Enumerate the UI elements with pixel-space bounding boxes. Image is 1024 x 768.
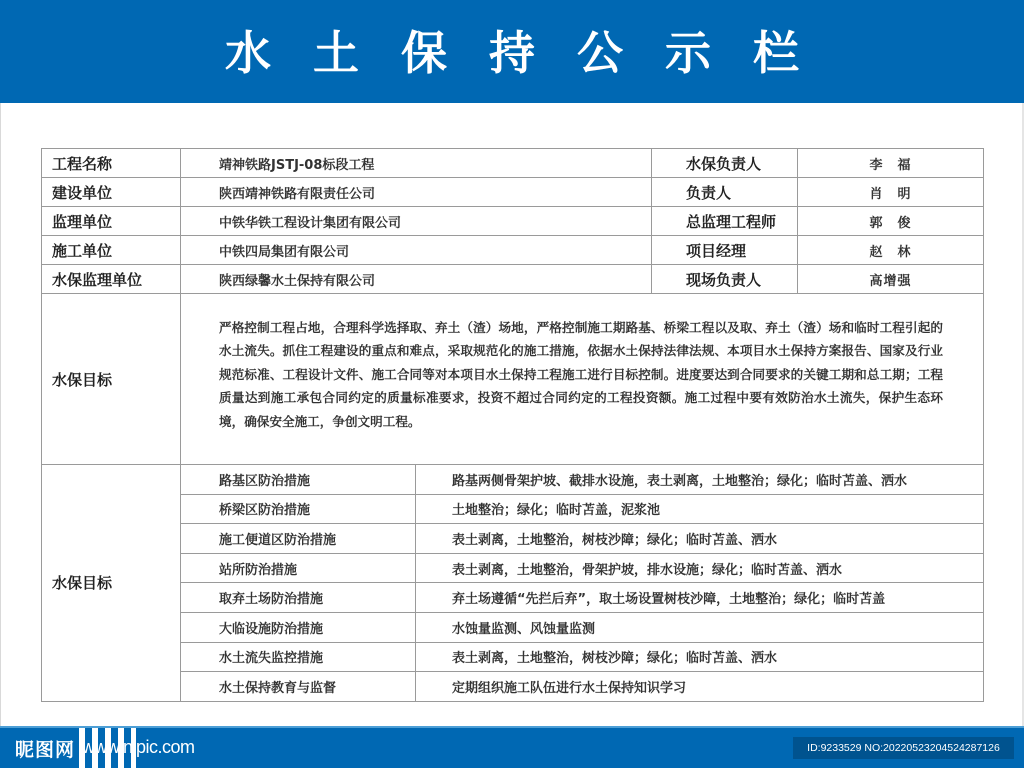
measure-desc: 水蚀量监测、风蚀量监测 [416,612,984,642]
measure-name: 水土保持教育与监督 [181,672,416,702]
image-id-badge: ID:9233529 NO:20220523204524287126 [793,737,1014,759]
label-role: 负责人 [652,178,798,207]
measure-name: 取弃土场防治措施 [181,583,416,613]
value-builder: 陕西靖神铁路有限责任公司 [181,178,652,207]
measure-name: 施工便道区防治措施 [181,524,416,554]
info-row-swc-supervisor [42,265,984,294]
measure-desc: 土地整治；绿化；临时苫盖，泥浆池 [416,494,984,524]
watermark-brand: 昵图网 [15,739,76,761]
measure-row [42,672,984,702]
value-swc-supervisor: 陕西绿馨水土保持有限公司 [181,265,652,294]
value-person: 李 福 [798,149,984,178]
measure-row [42,583,984,613]
frame-border-left [0,103,1,728]
measure-name: 桥梁区防治措施 [181,494,416,524]
measure-desc: 表土剥离，土地整治，树枝沙障；绿化；临时苫盖、洒水 [416,642,984,672]
measure-desc: 定期组织施工队伍进行水土保持知识学习 [416,672,984,702]
page-title: 水土保持公示栏 [225,25,841,80]
measure-desc: 弃土场遵循“先拦后弃”，取土场设置树枝沙障，土地整治；绿化；临时苫盖 [416,583,984,613]
goal-paragraph: 严格控制工程占地，合理科学选择取、弃土（渣）场地，严格控制施工期路基、桥梁工程以及取、弃土（渣）场和临时工程引起的水土流失。抓住工程建设的重点和难点，采取规范化的施工措施，依据水土保持法律法规、本项目水土保持方案报告、国家及行业规范标准、工程设计文件、施工合同等对本项目水土保持工程施工进行目标控制。进度要达到合同要求的关键工期和总工期；工程质量达到施工承包合同约定的质量标准要求，投资不超过合同约定的工程投资额。施工过程中要有效防治水土流失，保护生态环境，确保安全施工，争创文明工程。 [181,294,984,465]
label-role: 总监理工程师 [652,207,798,236]
value-contractor: 中铁四局集团有限公司 [181,236,652,265]
measure-row [42,612,984,642]
label-role: 现场负责人 [652,265,798,294]
watermark-url: www.nipic.com [82,737,195,757]
measure-row [42,465,984,495]
label-swc-supervisor: 水保监理单位 [42,265,181,294]
label-project-name: 工程名称 [42,149,181,178]
measure-name: 路基区防治措施 [181,465,416,495]
info-row-builder [42,178,984,207]
measure-name: 站所防治措施 [181,553,416,583]
value-supervisor: 中铁华铁工程设计集团有限公司 [181,207,652,236]
label-role: 水保负责人 [652,149,798,178]
measure-desc: 表土剥离，土地整治，树枝沙障；绿化；临时苫盖、洒水 [416,524,984,554]
label-role: 项目经理 [652,236,798,265]
measure-name: 水土流失监控措施 [181,642,416,672]
title-banner [0,0,1024,103]
info-row-contractor [42,236,984,265]
label-measures: 水保目标 [42,465,181,702]
notice-table [41,148,984,702]
info-row-project [42,149,984,178]
info-row-supervisor [42,207,984,236]
label-builder: 建设单位 [42,178,181,207]
value-person: 肖 明 [798,178,984,207]
measure-row [42,642,984,672]
label-goal: 水保目标 [42,294,181,465]
value-person: 郭 俊 [798,207,984,236]
measure-desc: 表土剥离，土地整治，骨架护坡，排水设施；绿化；临时苫盖、洒水 [416,553,984,583]
measure-row [42,524,984,554]
measure-name: 大临设施防治措施 [181,612,416,642]
label-supervisor: 监理单位 [42,207,181,236]
value-project-name: 靖神铁路JSTJ-08标段工程 [181,149,652,178]
measure-desc: 路基两侧骨架护坡、截排水设施，表土剥离，土地整治；绿化；临时苫盖、洒水 [416,465,984,495]
goal-row [42,294,984,465]
footer-bar [0,728,1024,768]
value-person: 高增强 [798,265,984,294]
measure-row [42,494,984,524]
measure-row [42,553,984,583]
label-contractor: 施工单位 [42,236,181,265]
value-person: 赵 林 [798,236,984,265]
